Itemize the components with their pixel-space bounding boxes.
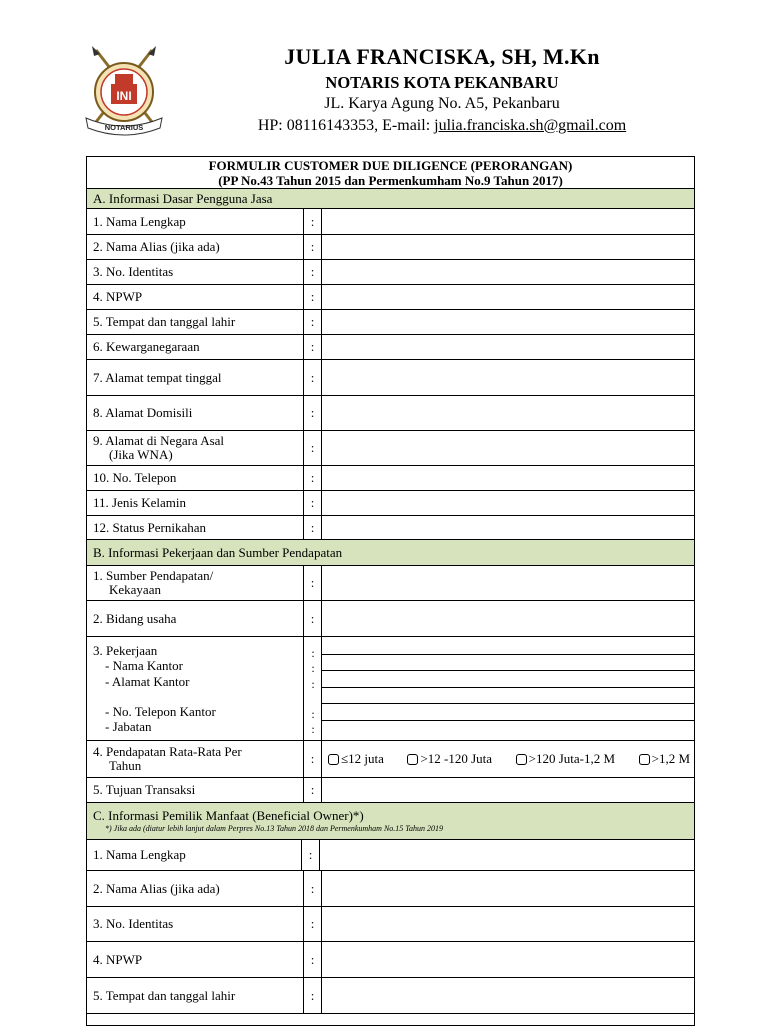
field-b2-row <box>87 601 694 637</box>
field-b4-row <box>87 741 694 778</box>
field-a8-input[interactable] <box>322 396 694 430</box>
field-a12-label: 12. Status Pernikahan <box>87 516 304 539</box>
section-c-note: *) Jika ada (diatur lebih lanjut dalam Perpres No.13 Tahun 2018 dan Permenkumham No.15 Tahun 2019 <box>105 824 443 833</box>
field-b4-label <box>87 741 304 777</box>
field-c1-label: 1. Nama Lengkap <box>87 840 302 870</box>
field-a9-label-line2: (Jika WNA) <box>109 447 173 462</box>
field-b5-row <box>87 778 694 803</box>
field-a11-row <box>87 491 694 516</box>
field-b4-label-line2: Tahun <box>109 758 142 773</box>
field-a4-input[interactable] <box>322 285 694 309</box>
field-a11-input[interactable] <box>322 491 694 515</box>
field-a12-input[interactable] <box>322 516 694 539</box>
field-c1-input[interactable] <box>322 840 694 870</box>
field-c5-label: 5. Tempat dan tanggal lahir <box>87 978 304 1013</box>
checkbox-icon[interactable] <box>639 754 650 765</box>
letterhead <box>0 0 768 150</box>
field-a3-row <box>87 260 694 285</box>
cdd-form <box>86 156 695 1026</box>
field-c4-row <box>87 942 694 978</box>
field-a5-input[interactable] <box>322 310 694 334</box>
field-b5-input[interactable] <box>322 778 694 802</box>
colon: : <box>304 778 322 802</box>
field-a4-label: 4. NPWP <box>87 285 304 309</box>
email-link[interactable]: julia.franciska.sh@gmail.com <box>434 117 627 134</box>
field-c1-row <box>87 840 694 871</box>
field-b1-row <box>87 566 694 601</box>
colon: : <box>304 907 322 941</box>
field-a12-row <box>87 516 694 540</box>
form-title <box>87 157 694 189</box>
field-a1-input[interactable] <box>322 209 694 234</box>
field-a10-label: 10. No. Telepon <box>87 466 304 490</box>
field-b3-colon-cell <box>304 637 322 740</box>
income-option-2-label: >12 -120 Juta <box>420 751 493 766</box>
income-option-1[interactable] <box>328 751 384 767</box>
field-a7-label: 7. Alamat tempat tinggal <box>87 360 304 395</box>
notary-address: JL. Karya Agung No. A5, Pekanbaru <box>324 95 560 112</box>
field-c2-label: 2. Nama Alias (jika ada) <box>87 871 304 906</box>
field-a5-row <box>87 310 694 335</box>
field-a6-input[interactable] <box>322 335 694 359</box>
field-a5-label: 5. Tempat dan tanggal lahir <box>87 310 304 334</box>
income-option-3[interactable] <box>516 751 615 767</box>
field-a10-input[interactable] <box>322 466 694 490</box>
colon: : <box>304 235 322 259</box>
colon: : <box>304 871 322 906</box>
colon: : <box>304 942 322 977</box>
notary-contact <box>0 117 768 135</box>
field-c2-row <box>87 871 694 907</box>
section-c-header <box>87 803 694 840</box>
colon: : <box>304 260 322 284</box>
colon: : <box>304 978 322 1013</box>
field-b1-label-line1: 1. Sumber Pendapatan/ <box>93 568 214 583</box>
field-a1-row <box>87 209 694 235</box>
notary-title: NOTARIS KOTA PEKANBARU <box>325 73 559 92</box>
field-a9-input[interactable] <box>322 431 694 465</box>
field-b3-row <box>87 637 694 741</box>
colon: : <box>304 491 322 515</box>
colon: : <box>311 646 315 660</box>
field-b1-label <box>87 566 304 600</box>
colon: : <box>302 840 320 870</box>
colon: : <box>304 566 322 600</box>
field-b3-label: 3. Pekerjaan <box>93 643 158 658</box>
field-a9-label <box>87 431 304 465</box>
field-a3-input[interactable] <box>322 260 694 284</box>
income-option-1-label: ≤12 juta <box>341 751 384 766</box>
field-a1-label: 1. Nama Lengkap <box>87 209 304 234</box>
colon: : <box>304 741 322 777</box>
field-a2-row <box>87 235 694 260</box>
field-b4-label-line1: 4. Pendapatan Rata-Rata Per <box>93 744 242 759</box>
field-b3-nama-kantor-label: - Nama Kantor <box>105 658 183 673</box>
checkbox-icon[interactable] <box>328 754 339 765</box>
section-a-header <box>87 189 694 209</box>
field-b3-alamat-kantor-label: - Alamat Kantor <box>105 674 190 689</box>
field-a9-row <box>87 431 694 466</box>
colon: : <box>311 722 315 736</box>
field-b2-label: 2. Bidang usaha <box>87 601 304 636</box>
field-b5-label: 5. Tujuan Transaksi <box>87 778 304 802</box>
form-title-line1: FORMULIR CUSTOMER DUE DILIGENCE (PERORANGAN) <box>208 158 573 173</box>
colon: : <box>304 601 322 636</box>
section-a-title: A. Informasi Dasar Pengguna Jasa <box>93 190 273 206</box>
checkbox-icon[interactable] <box>516 754 527 765</box>
income-option-3-label: >120 Juta-1,2 M <box>528 751 616 766</box>
field-a8-row <box>87 396 694 431</box>
field-a4-row <box>87 285 694 310</box>
svg-text:NOTARIUS: NOTARIUS <box>104 123 144 132</box>
field-b2-input[interactable] <box>322 601 694 636</box>
section-b-title: B. Informasi Pekerjaan dan Sumber Pendapatan <box>93 544 343 560</box>
colon: : <box>311 677 315 691</box>
field-a7-row <box>87 360 694 396</box>
field-c4-input[interactable] <box>322 942 694 977</box>
colon: : <box>304 335 322 359</box>
field-b1-input[interactable] <box>322 566 694 600</box>
field-b3-telepon-kantor-label: - No. Telepon Kantor <box>105 704 216 719</box>
field-a8-label: 8. Alamat Domisili <box>87 396 304 430</box>
section-b-header <box>87 540 694 566</box>
notary-name: JULIA FRANCISKA, SH, M.Kn <box>284 44 600 69</box>
income-option-2[interactable] <box>407 751 492 767</box>
form-title-line2: (PP No.43 Tahun 2015 dan Permenkumham No.9 Tahun 2017) <box>218 173 563 188</box>
field-a6-row <box>87 335 694 360</box>
field-a7-input[interactable] <box>322 360 694 395</box>
field-a10-row <box>87 466 694 491</box>
field-c3-row <box>87 907 694 942</box>
colon: : <box>311 661 315 675</box>
colon: : <box>304 310 322 334</box>
field-c5-row <box>87 978 694 1014</box>
income-options <box>328 741 690 777</box>
svg-text:INI: INI <box>116 89 132 103</box>
colon: : <box>311 707 315 721</box>
field-c3-label: 3. No. Identitas <box>87 907 304 941</box>
income-option-4[interactable] <box>639 751 690 767</box>
field-a9-label-line1: 9. Alamat di Negara Asal <box>93 433 225 448</box>
field-b1-label-line2: Kekayaan <box>109 582 161 597</box>
field-c5-input[interactable] <box>322 978 694 1013</box>
field-a3-label: 3. No. Identitas <box>87 260 304 284</box>
field-b3-label-cell <box>87 637 304 740</box>
field-a2-input[interactable] <box>322 235 694 259</box>
field-a11-label: 11. Jenis Kelamin <box>87 491 304 515</box>
field-c2-input[interactable] <box>322 871 694 906</box>
field-a2-label: 2. Nama Alias (jika ada) <box>87 235 304 259</box>
colon: : <box>304 209 322 234</box>
colon: : <box>304 466 322 490</box>
field-c3-input[interactable] <box>322 907 694 941</box>
field-a6-label: 6. Kewarganegaraan <box>87 335 304 359</box>
phone-text: HP: 08116143353, E-mail: <box>257 117 435 134</box>
income-option-4-label: >1,2 M <box>651 751 690 766</box>
colon: : <box>304 360 322 395</box>
checkbox-icon[interactable] <box>407 754 418 765</box>
section-c-title: C. Informasi Pemilik Manfaat (Beneficial Owner)*) <box>93 808 364 823</box>
colon: : <box>304 285 322 309</box>
colon: : <box>304 396 322 430</box>
colon: : <box>304 516 322 539</box>
field-b3-jabatan-label: - Jabatan <box>105 719 152 734</box>
colon: : <box>304 431 322 465</box>
field-b3-input[interactable] <box>322 637 694 740</box>
field-c4-label: 4. NPWP <box>87 942 304 977</box>
